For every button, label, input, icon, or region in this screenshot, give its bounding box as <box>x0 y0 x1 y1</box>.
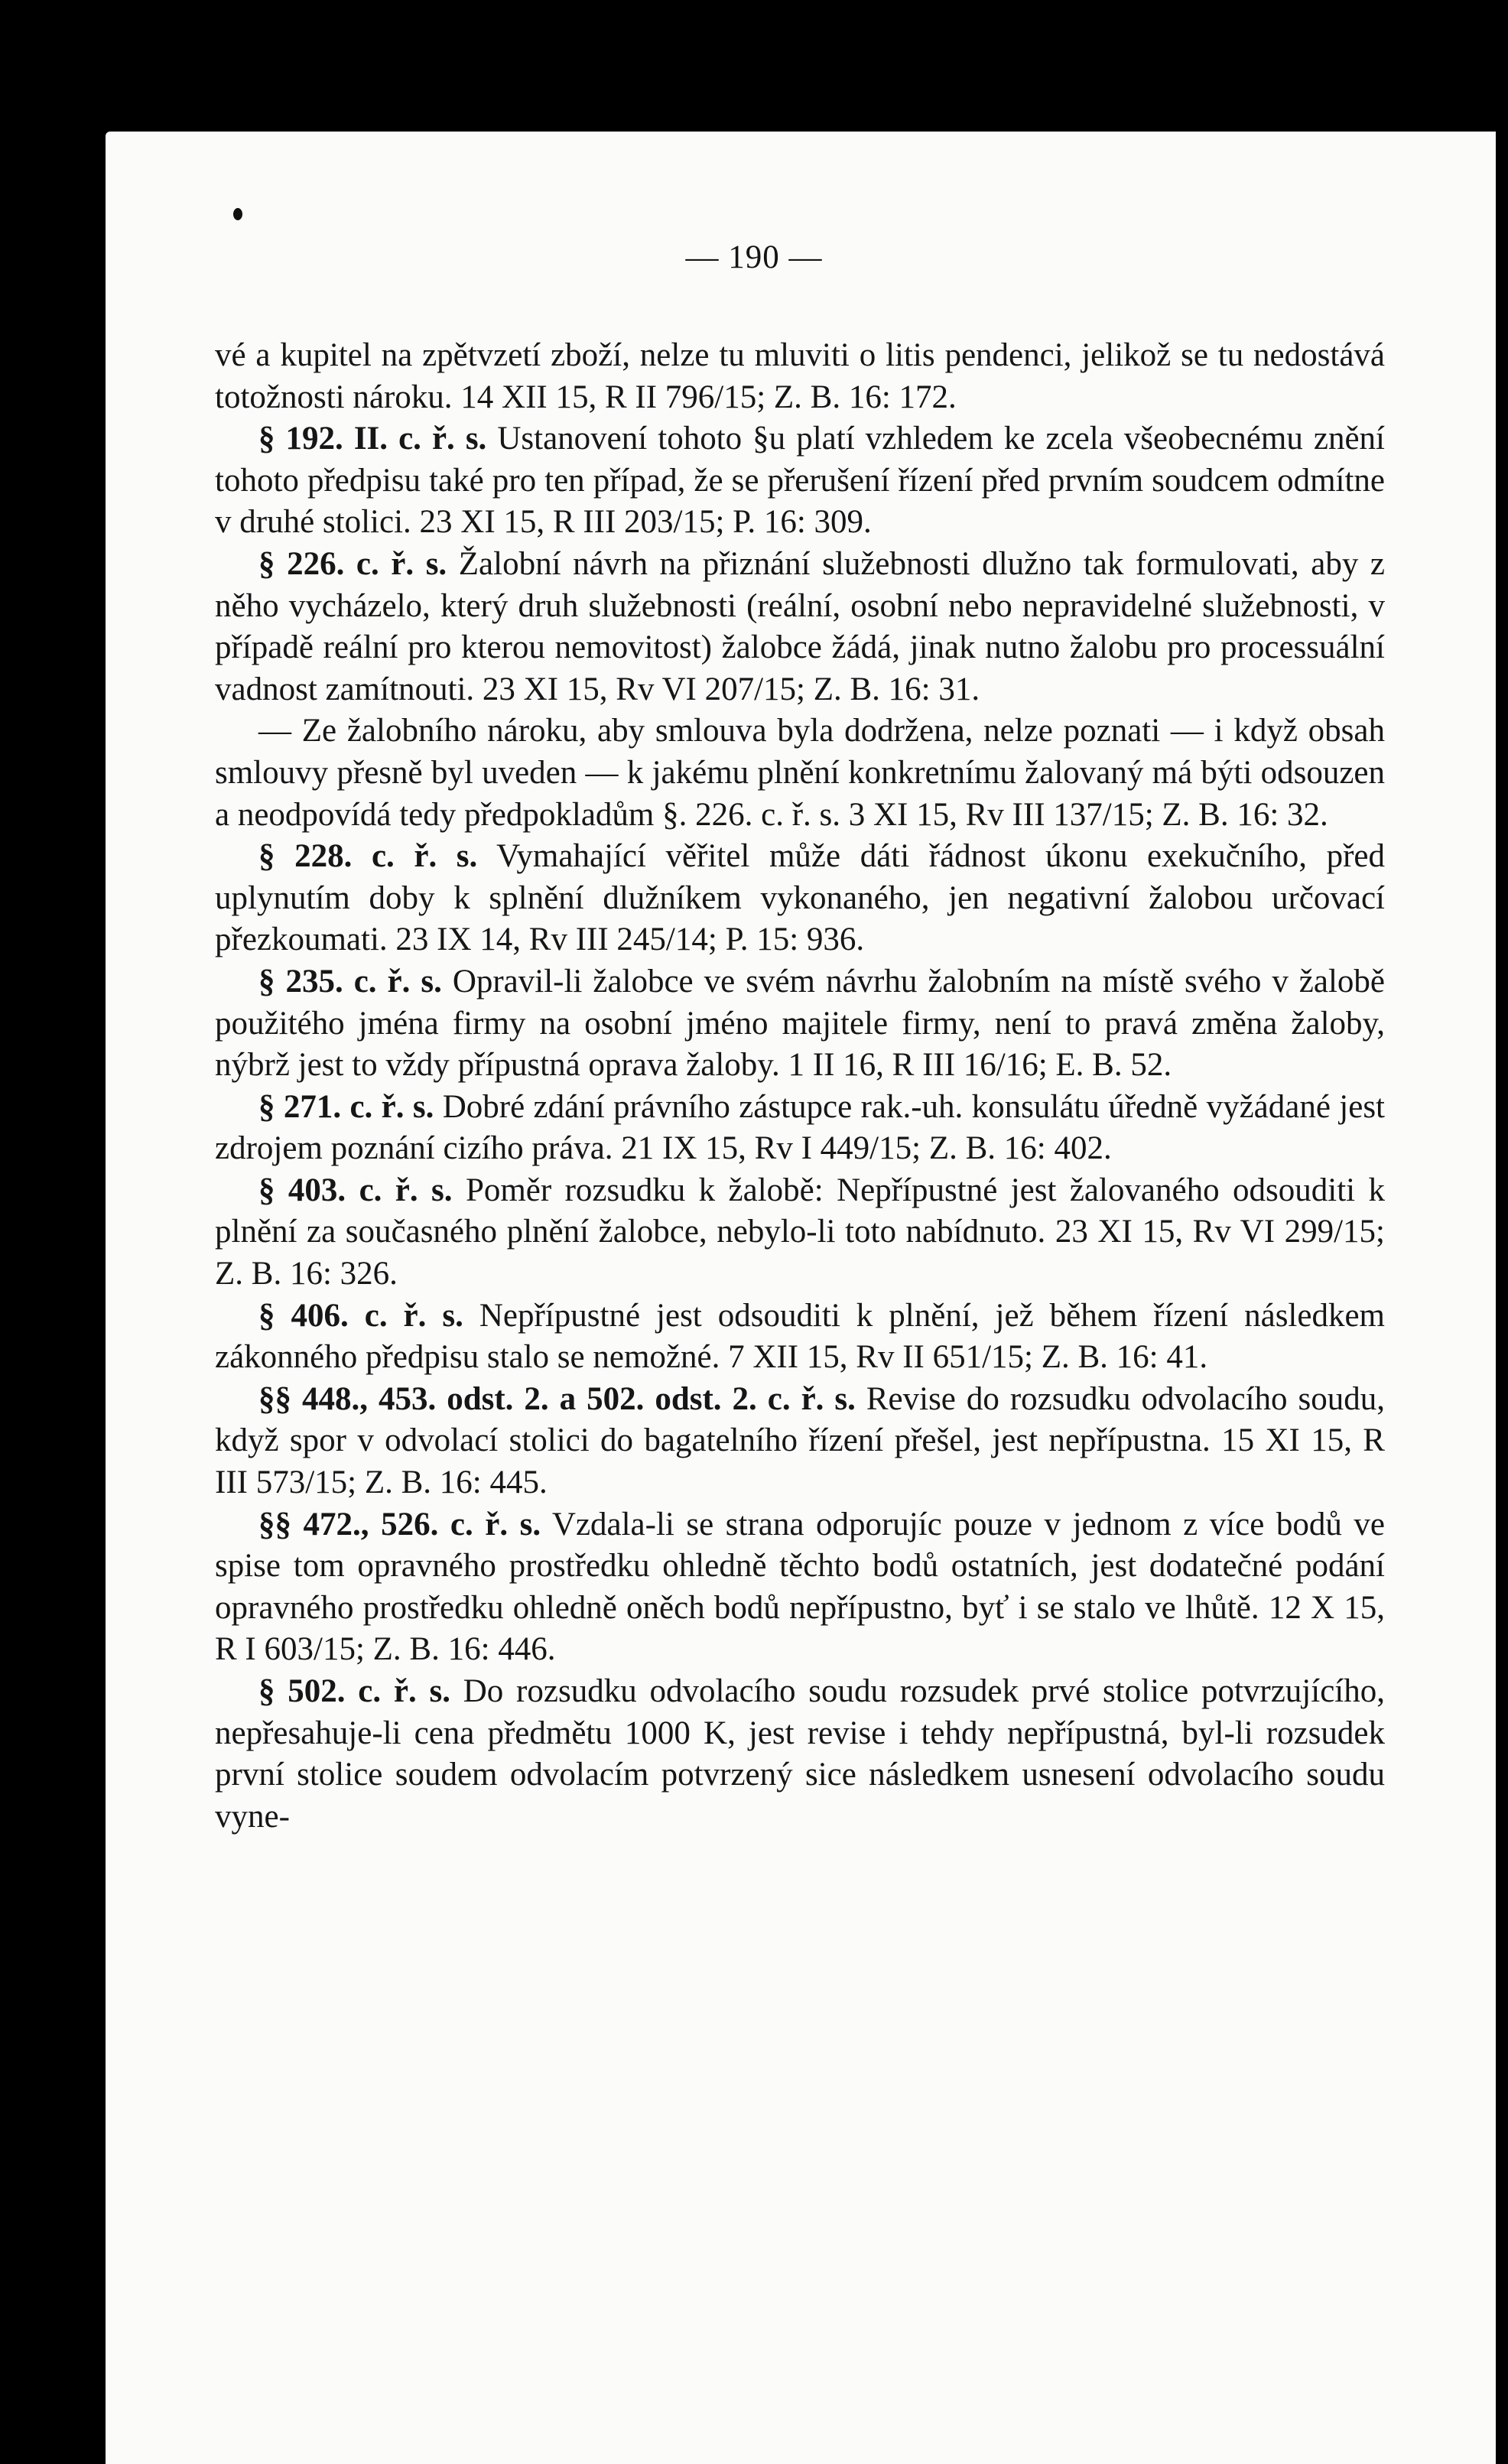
paragraph-text: Ustanovení tohoto §u platí vzhledem ke zcela všeobecnému znění tohoto předpisu také pro ten případ, že se přerušení řízení před prvním soudcem odmítne v druhé stolici. 23 XI 15, R III 203/15; P. 16: 309. <box>215 421 1385 541</box>
section-reference: § 192. II. c. ř. s. <box>258 421 487 457</box>
paragraph-entry <box>215 836 1385 961</box>
section-reference: §§ 472., 526. c. ř. s. <box>258 1506 541 1542</box>
section-reference: § 271. c. ř. s. <box>258 1088 434 1125</box>
paragraph-entry <box>215 710 1385 836</box>
paragraph-entry <box>215 418 1385 544</box>
paragraph-text: vé a kupitel na zpětvzetí zboží, nelze tu mluviti o litis pendenci, jelikož se tu nedostává totožnosti nároku. 14 XII 15, R II 796/15; Z. B. 16: 172. <box>215 337 1385 415</box>
page-body <box>215 335 1385 1838</box>
paragraph-entry <box>215 1671 1385 1838</box>
paragraph-entry <box>215 1504 1385 1671</box>
section-reference: § 406. c. ř. s. <box>258 1297 463 1334</box>
paragraph-text: Nepřípustné jest odsouditi k plnění, jež během řízení následkem zákonného předpisu stalo se nemožné. 7 XII 15, Rv II 651/15; Z. B. 16: 41. <box>215 1297 1385 1376</box>
paragraph-entry <box>215 1087 1385 1170</box>
paragraph-continuation <box>215 335 1385 418</box>
paragraph-entry <box>215 1295 1385 1379</box>
paragraph-text: Dobré zdání právního zástupce rak.-uh. konsulátu úředně vyžádané jest zdrojem poznání cizího práva. 21 IX 15, Rv I 449/15; Z. B. 16: 402. <box>215 1088 1386 1167</box>
paragraph-text: Poměr rozsudku k žalobě: Nepřípustné jest žalovaného odsouditi k plnění za současného plnění žalobce, nebylo-li toto nabídnuto. 23 XI 15, Rv VI 299/15; Z. B. 16: 326. <box>215 1172 1385 1292</box>
section-reference: § 235. c. ř. s. <box>258 963 442 1000</box>
paragraph-entry <box>215 1379 1385 1504</box>
paragraph-text: Opravil-li žalobce ve svém návrhu žalobním na místě svého v žalobě použitého jména firmy na osobní jméno majitele firmy, není to pravá změna žaloby, nýbrž jest to vždy přípustná oprava žaloby. 1 II 16, R III 16/16; E. B. 52. <box>215 963 1386 1084</box>
ink-speck <box>233 208 242 220</box>
paragraph-text: — Ze žalobního nároku, aby smlouva byla dodržena, nelze poznati — i když obsah smlouvy přesně byl uveden — k jakému plnění konkretnímu žalovaný má býti odsouzen a neodpovídá tedy předpokladům §. 226. c. ř. s. 3 XI 15, Rv III 137/15; Z. B. 16: 32. <box>215 713 1385 833</box>
section-reference: § 228. c. ř. s. <box>258 838 478 875</box>
paragraph-entry <box>215 961 1385 1087</box>
section-reference: § 502. c. ř. s. <box>258 1673 450 1709</box>
page-number: — 190 — <box>685 239 823 275</box>
paragraph-entry <box>215 1170 1385 1295</box>
paragraph-text: Vymahající věřitel může dáti řádnost úkonu exekučního, před uplynutím doby k splnění dlužníkem vykonaného, jen negativní žalobou určovací přezkoumati. 23 IX 14, Rv III 245/14; P. 15: 936. <box>215 838 1386 958</box>
section-reference: §§ 448., 453. odst. 2. a 502. odst. 2. c. ř. s. <box>258 1380 856 1417</box>
paragraph-entry <box>215 544 1385 710</box>
section-reference: § 403. c. ř. s. <box>258 1172 453 1208</box>
paragraph-text: Do rozsudku odvolacího soudu rozsudek prvé stolice potvrzujícího, nepřesahuje-li cena předmětu 1000 K, jest revise i tehdy nepřípustná, byl-li rozsudek první stolice soudem odvolacím potvrzený sice následkem usnesení odvolacího soudu vyne- <box>215 1673 1385 1835</box>
section-reference: § 226. c. ř. s. <box>258 545 447 582</box>
paragraph-text: Revise do rozsudku odvolacího soudu, když spor v odvolací stolici do bagatelního řízení přešel, jest nepřípustna. 15 XI 15, R III 573/15; Z. B. 16: 445. <box>215 1380 1385 1501</box>
paragraph-text: Žalobní návrh na přiznání služebnosti dlužno tak formulovati, aby z něho vycházelo, který druh služebnosti (reální, osobní nebo nepravidelné služebnosti, v případě reální pro kterou nemovitost) žalobce žádá, jinak nutno žalobu pro processuální vadnost zamítnouti. 23 XI 15, Rv VI 207/15; Z. B. 16: 31. <box>215 545 1385 707</box>
paragraph-text: Vzdala-li se strana odporujíc pouze v jednom z více bodů ve spise tom opravného prostředku ohledně těchto bodů ostatních, jest dodatečné podání opravného prostředku ohledně oněch bodů nepřípustno, byť i se stalo ve lhůtě. 12 X 15, R I 603/15; Z. B. 16: 446. <box>215 1506 1385 1668</box>
